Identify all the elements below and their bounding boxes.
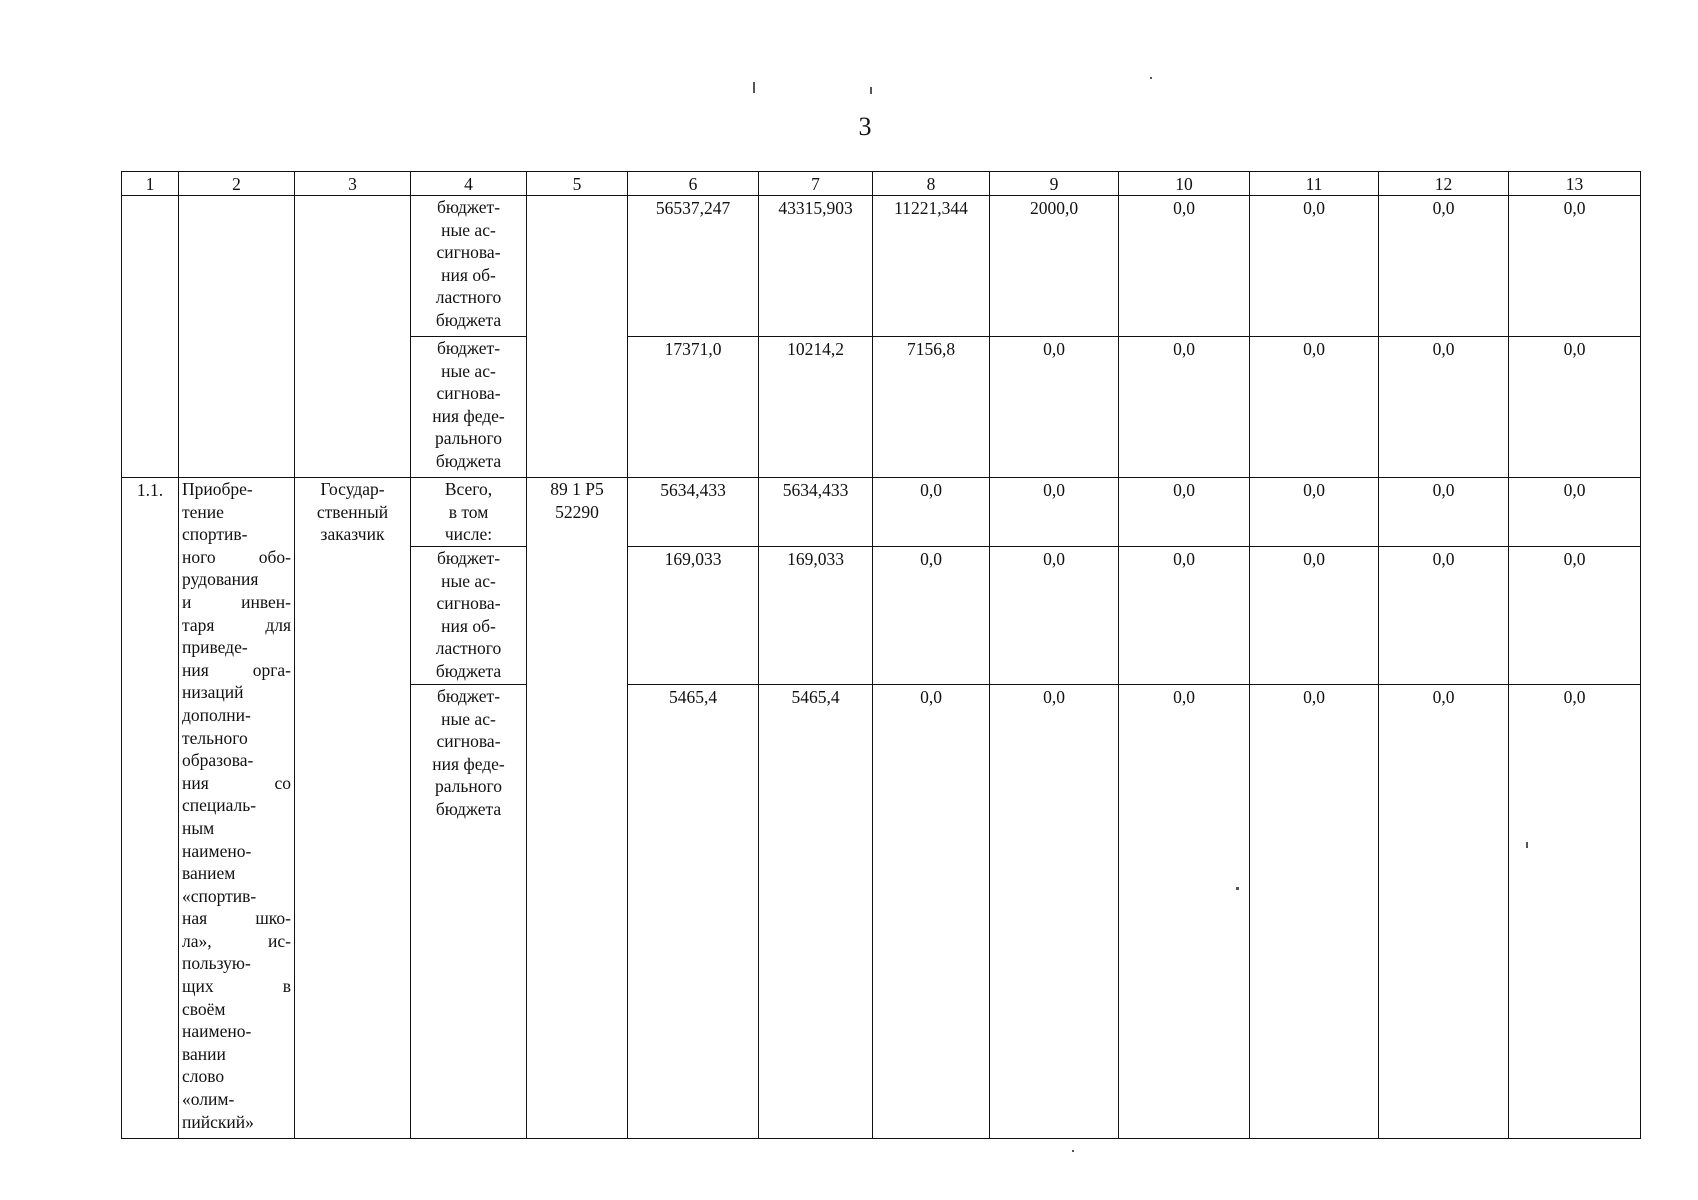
item-name-line: ванием <box>182 863 236 884</box>
amount-cell: 0,0 <box>873 547 990 685</box>
scan-speck <box>1150 77 1152 79</box>
empty-cell <box>122 196 179 478</box>
item-name-line: ния со <box>182 772 291 793</box>
item-name-line: ла», ис- <box>182 930 291 951</box>
column-number: 12 <box>1379 172 1509 196</box>
funding-source: бюджет- ные ас- сигнова- ния феде- рального бюджета <box>411 337 527 478</box>
amount-cell: 5634,433 <box>628 478 759 547</box>
item-name-line: наимено- <box>182 1021 252 1042</box>
amount-cell: 0,0 <box>1250 547 1379 685</box>
item-name-line: «олим- <box>182 1089 235 1110</box>
amount-cell: 169,033 <box>628 547 759 685</box>
page-number: 3 <box>858 112 872 141</box>
amount-cell: 0,0 <box>990 685 1119 1139</box>
item-name-line: спортив- <box>182 524 248 545</box>
amount-cell: 0,0 <box>1379 478 1509 547</box>
amount-cell: 17371,0 <box>628 337 759 478</box>
item-name-line: ным <box>182 817 215 838</box>
item-name-line: ного обо- <box>182 546 291 567</box>
empty-cell <box>179 196 295 478</box>
item-name-line: Приобре- <box>182 479 253 499</box>
amount-cell: 0,0 <box>1509 337 1641 478</box>
amount-cell: 11221,344 <box>873 196 990 337</box>
item-name-line: ния орга- <box>182 659 291 680</box>
executor: Государ- ственный заказчик <box>295 478 411 1139</box>
empty-cell <box>295 196 411 478</box>
item-name-line: слово <box>182 1066 225 1087</box>
item-name-line: ная шко- <box>182 908 291 929</box>
amount-cell: 0,0 <box>1250 196 1379 337</box>
column-number: 13 <box>1509 172 1641 196</box>
empty-cell <box>527 196 628 478</box>
column-number-row <box>122 172 1641 196</box>
amount-cell: 0,0 <box>1379 547 1509 685</box>
item-name-line: «спортив- <box>182 885 257 906</box>
column-number: 5 <box>527 172 628 196</box>
funding-source: бюджет- ные ас- сигнова- ния феде- рального бюджета <box>411 685 527 1139</box>
column-number: 4 <box>411 172 527 196</box>
table-row <box>122 196 1641 337</box>
amount-cell: 0,0 <box>990 478 1119 547</box>
item-name-line: наимено- <box>182 840 252 861</box>
column-number: 11 <box>1250 172 1379 196</box>
amount-cell: 169,033 <box>759 547 873 685</box>
amount-cell: 0,0 <box>1509 685 1641 1139</box>
amount-cell: 10214,2 <box>759 337 873 478</box>
budget-code: 89 1 P5 52290 <box>527 478 628 1139</box>
column-number: 7 <box>759 172 873 196</box>
column-number: 10 <box>1119 172 1250 196</box>
amount-cell: 56537,247 <box>628 196 759 337</box>
amount-cell: 0,0 <box>1250 478 1379 547</box>
item-name-line: низаций <box>182 682 244 703</box>
amount-cell: 5465,4 <box>759 685 873 1139</box>
amount-cell: 0,0 <box>1379 337 1509 478</box>
amount-cell: 0,0 <box>873 685 990 1139</box>
scan-speck <box>753 82 755 93</box>
amount-cell: 5465,4 <box>628 685 759 1139</box>
item-name-line: тение <box>182 501 224 522</box>
item-name-line: пользую- <box>182 953 251 974</box>
table-row <box>122 478 1641 547</box>
column-number: 8 <box>873 172 990 196</box>
amount-cell: 0,0 <box>1250 337 1379 478</box>
amount-cell: 0,0 <box>1119 337 1250 478</box>
amount-cell: 0,0 <box>1119 196 1250 337</box>
amount-cell: 0,0 <box>1119 478 1250 547</box>
column-number: 3 <box>295 172 411 196</box>
amount-cell: 0,0 <box>1509 547 1641 685</box>
amount-cell: 0,0 <box>1119 547 1250 685</box>
column-number: 1 <box>122 172 179 196</box>
item-name-line: дополни- <box>182 704 251 725</box>
item-number: 1.1. <box>122 478 179 1139</box>
amount-cell: 0,0 <box>1509 478 1641 547</box>
item-name-line: щих в <box>182 976 291 997</box>
column-number: 2 <box>179 172 295 196</box>
item-name-line: приведе- <box>182 637 248 658</box>
amount-cell: 0,0 <box>873 478 990 547</box>
item-name-line: пийский» <box>182 1111 254 1132</box>
item-name-line: рудования <box>182 569 259 590</box>
item-name-line: образова- <box>182 750 254 771</box>
amount-cell: 0,0 <box>990 337 1119 478</box>
amount-cell: 2000,0 <box>990 196 1119 337</box>
amount-cell: 0,0 <box>1379 685 1509 1139</box>
item-name-line: специаль- <box>182 795 257 816</box>
amount-cell: 0,0 <box>990 547 1119 685</box>
amount-cell: 5634,433 <box>759 478 873 547</box>
item-name-line: и инвен- <box>182 591 291 612</box>
amount-cell: 0,0 <box>1250 685 1379 1139</box>
amount-cell: 43315,903 <box>759 196 873 337</box>
column-number: 6 <box>628 172 759 196</box>
scan-speck <box>870 87 872 94</box>
funding-source: бюджет- ные ас- сигнова- ния об- ластного бюджета <box>411 547 527 685</box>
item-name-line: таря для <box>182 614 291 635</box>
scan-speck <box>1072 1150 1074 1152</box>
amount-cell: 7156,8 <box>873 337 990 478</box>
item-name-line: вании <box>182 1043 226 1064</box>
budget-table <box>121 171 1641 1139</box>
amount-cell: 0,0 <box>1379 196 1509 337</box>
item-name-line: своём <box>182 998 226 1019</box>
amount-cell: 0,0 <box>1119 685 1250 1139</box>
funding-source: бюджет- ные ас- сигнова- ния об- ластного бюджета <box>411 196 527 337</box>
funding-source: Всего, в том числе: <box>411 478 527 547</box>
column-number: 9 <box>990 172 1119 196</box>
item-name-line: тельного <box>182 727 248 748</box>
item-name <box>179 478 295 1139</box>
amount-cell: 0,0 <box>1509 196 1641 337</box>
